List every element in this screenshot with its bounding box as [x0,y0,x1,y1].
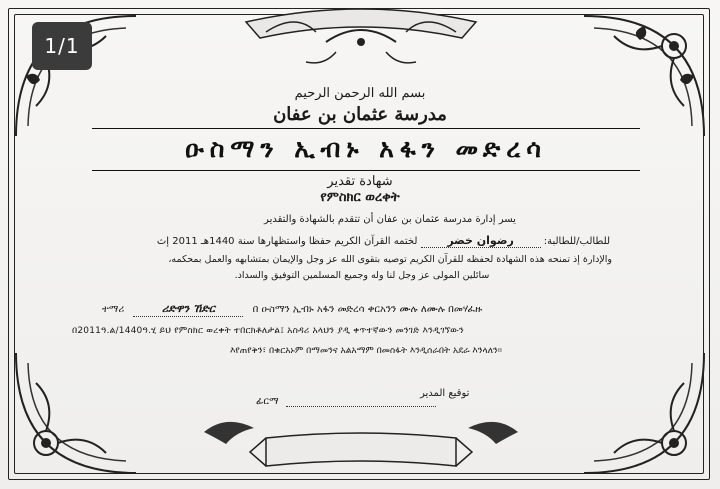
student-name-arabic-field [421,234,541,248]
amharic-line-3: እየጠየቅን፣ በቁርአኑም በማመንና አልአማም በመስፋት እንዲሰራበት አደራ እንላለን። [230,346,502,356]
header-top-rule [92,128,640,129]
certificate-title-arabic: شهادة تقدير [327,174,393,189]
school-name-amharic: ዑስማን ኢብኑ አፋን መድረሳ [185,134,547,163]
school-name-arabic: مدرسة عثمان بن عفان [273,104,447,125]
amharic-line-2: በ2011ዓ.ል/1440ዓ.ሂ ይህ የምስክር ወረቀት ተበርክቶለታል፤ አስዳሪ አላህን ያዲ ቀጥተኛውን መንገድ እንዲገኘውን [72,326,464,336]
header-bottom-rule [92,170,640,171]
amharic-student-line [102,302,622,317]
corner-ornament-bottom-right [574,343,714,483]
arabic-student-line [110,234,610,248]
student-name-amharic-field [133,302,243,317]
student-label-arabic: للطالب/للطالبة: [543,236,610,247]
arabic-line-2: والإدارة إذ تمنحه هذه الشهادة لحفظه للقرآن الكريم توصيه بتقوى الله عز وجل والإيمان بمتشابهه والعمل بمحكمه، [168,254,612,265]
certificate-title-amharic: የምስክር ወረቀት [320,190,400,205]
page-indicator: 1/1 [32,22,92,70]
corner-ornament-top-right [574,6,714,146]
basmala: بسم الله الرحمن الرحيم [294,86,426,101]
corner-ornament-bottom-left [6,343,146,483]
arabic-intro: يسر إدارة مدرسة عثمان بن عفان أن تتقدم بالشهادة والتقدير [264,214,516,225]
student-name-arabic: رضوان خضر [447,234,514,247]
signature-label-arabic: توقيع المدير [420,388,470,399]
student-name-amharic: ሪድዋን ኸድር [161,302,215,315]
bottom-ribbon-ornament [196,414,526,484]
arabic-line-3: سائلين المولى عز وجل لنا وله وجميع المسلمين التوفيق والسداد. [234,270,490,281]
signature-line [286,406,436,407]
arabic-line-1-tail: لختمه القرآن الكريم حفظا واستظهارها سنة 1440هـ 2011 إث [156,236,418,247]
top-banner-ornament [236,2,486,82]
signature-label-amharic: ፊርማ [256,396,279,407]
student-label-amharic: ተማሪ [102,304,125,315]
amharic-line-1-tail: በ ዑስማን ኢብኑ አፋን መድረሳ ቀርአንን ሙሉ ለሙሉ በመሃፈዙ [252,304,483,315]
